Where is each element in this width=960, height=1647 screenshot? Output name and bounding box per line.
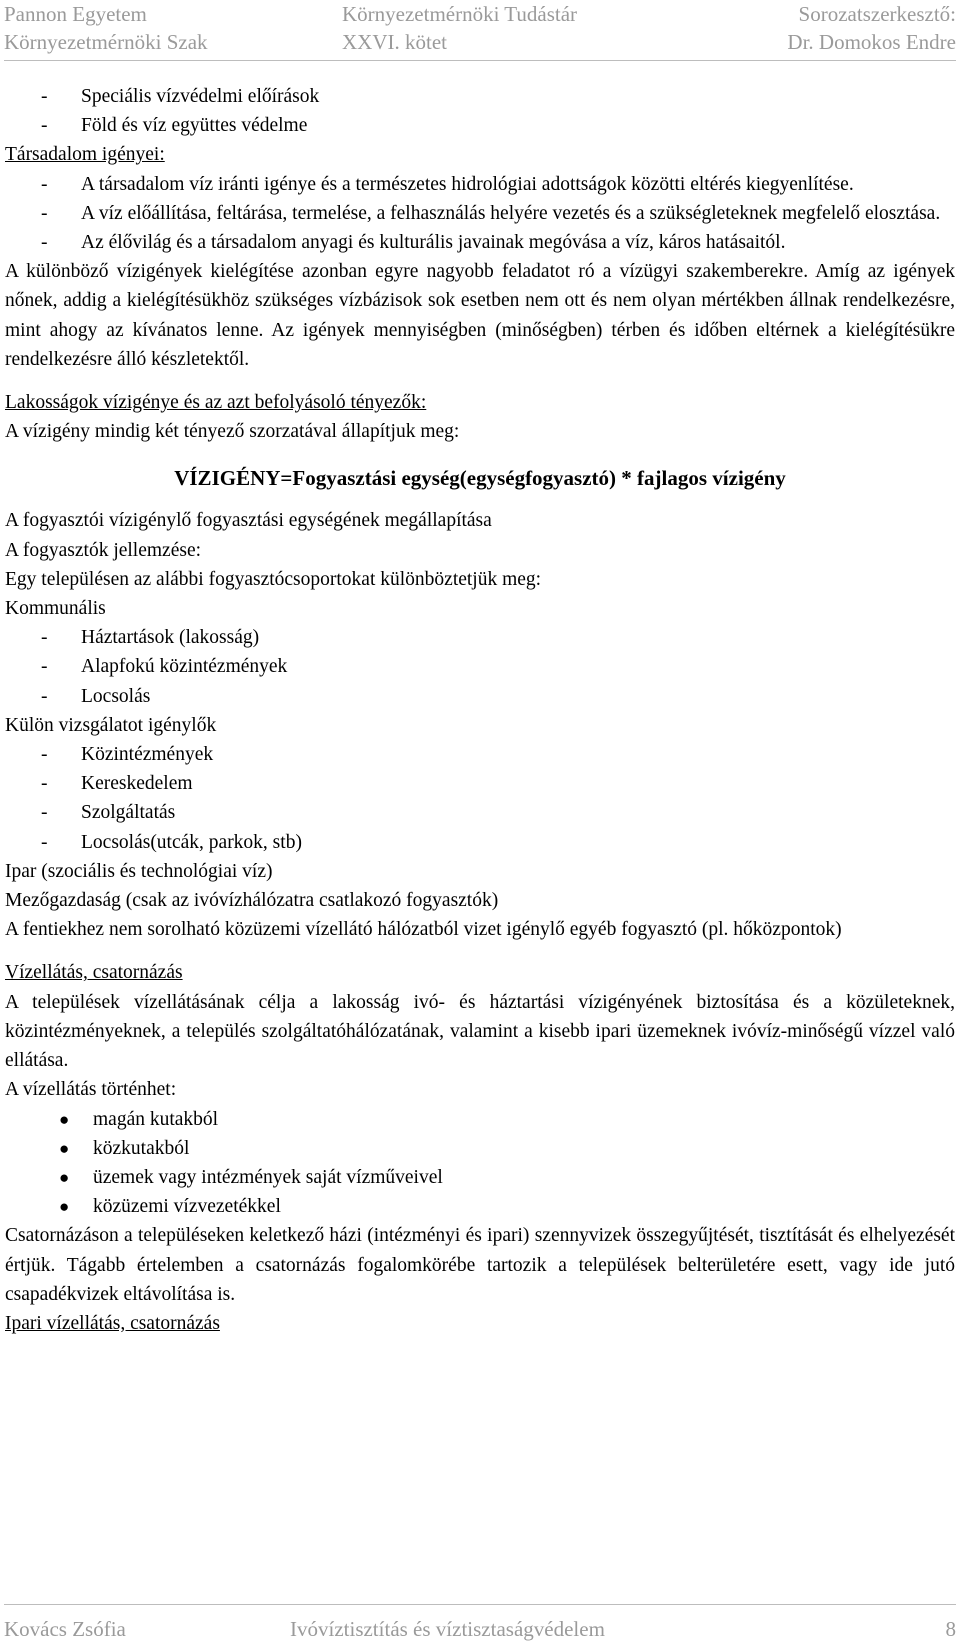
- section-heading-industrial: Ipari vízellátás, csatornázás: [5, 1312, 220, 1334]
- list-item: - Közintézmények: [41, 744, 214, 766]
- header-university: Pannon Egyetem: [4, 2, 147, 26]
- bullet-item: ● üzemek vagy intézmények saját vízműveivel: [59, 1166, 443, 1188]
- text-line: A fentiekhez nem sorolható közüzemi vízellátó hálózatból vizet igénylő egyéb fogyasztó (pl. hőközpontok): [5, 919, 842, 941]
- header-editor-name: Dr. Domokos Endre: [787, 30, 956, 54]
- page-body: [5, 82, 955, 1338]
- footer-title: Ivóvíztisztítás és víztisztaságvédelem: [290, 1617, 605, 1641]
- header-editor-label: Sorozatszerkesztő:: [798, 2, 956, 26]
- list-item: - A társadalom víz iránti igénye és a természetes hidrológiai adottságok közötti eltérés kiegyenlítése.: [41, 173, 854, 195]
- text-line: A fogyasztói vízigénylő fogyasztási egységének megállapítása: [5, 510, 492, 532]
- header-left: [4, 0, 208, 56]
- formula: VÍZIGÉNY=Fogyasztási egység(egységfogyasztó) * fajlagos vízigény: [174, 466, 786, 491]
- page-footer: [4, 1604, 956, 1647]
- text-line: A fogyasztók jellemzése:: [5, 539, 202, 561]
- header-right: [787, 0, 956, 56]
- group-heading-communal: Kommunális: [5, 598, 106, 620]
- bullet-item: ● közkutakból: [59, 1137, 190, 1159]
- header-volume: XXVI. kötet: [342, 30, 447, 54]
- list-item: - Alapfokú közintézmények: [41, 656, 288, 678]
- text-line: A vízellátás történhet:: [5, 1079, 177, 1101]
- section-heading-society: Társadalom igényei:: [5, 144, 165, 166]
- header-divider: [4, 60, 956, 61]
- list-item: - Locsolás(utcák, parkok, stb): [41, 831, 302, 853]
- list-item: - Kereskedelem: [41, 773, 193, 795]
- header-program: Környezetmérnöki Szak: [4, 30, 208, 54]
- paragraph: Csatornázáson a településeken keletkező házi (intézményi és ipari) szennyvizek összegyűjtését, tisztítását és elhelyezését értjük. Tágabb értelemben a csatornázás fogalomkörébe tartozik a települések belterületére esett, vagy ide jutó csapadékvizek eltávolítása is.: [5, 1225, 955, 1305]
- page-number: 8: [945, 1617, 956, 1641]
- paragraph: A vízigény mindig két tényező szorzatával állapítjuk meg:: [5, 421, 460, 443]
- text-line: Egy településen az alábbi fogyasztócsoportokat különböztetjük meg:: [5, 568, 542, 590]
- list-item: - Háztartások (lakosság): [41, 627, 260, 649]
- text-line: Ipar (szociális és technológiai víz): [5, 860, 273, 882]
- group-heading-separate: Külön vizsgálatot igénylők: [5, 714, 217, 736]
- page-header: [0, 0, 960, 60]
- section-heading-supply: Vízellátás, csatornázás: [5, 962, 183, 984]
- text-line: Mezőgazdaság (csak az ivóvízhálózatra csatlakozó fogyasztók): [5, 890, 499, 912]
- header-series: Környezetmérnöki Tudástár: [342, 2, 578, 26]
- list-item: - A víz előállítása, feltárása, termelése, a felhasználás helyére vezetés és a szükségleteknek megfelelő elosztása.: [41, 202, 941, 224]
- section-heading-demand: Lakosságok vízigénye és az azt befolyásoló tényezők:: [5, 392, 427, 414]
- list-item: - Speciális vízvédelmi előírások: [41, 86, 320, 107]
- list-item: - Locsolás: [41, 685, 151, 707]
- bullet-item: ● magán kutakból: [59, 1108, 219, 1130]
- bullet-item: ● közüzemi vízvezetékkel: [59, 1196, 281, 1218]
- list-item: - Szolgáltatás: [41, 802, 176, 824]
- footer-author: Kovács Zsófia: [4, 1617, 126, 1641]
- list-item: - Föld és víz együttes védelme: [41, 115, 308, 137]
- list-item: - Az élővilág és a társadalom anyagi és kulturális javainak megóvása a víz, káros hatásaitól.: [41, 232, 786, 254]
- header-center: [342, 0, 577, 56]
- paragraph: A különböző vízigények kielégítése azonban egyre nagyobb feladatot ró a vízügyi szakemberekre. Amíg az igények nőnek, addig a kielégítésükhöz szükséges vízbázisok sok esetben nem ott és nem olyan mértékben állnak rendelkezésre, mint ahogy az kívánatos lenne. Az igények mennyiségben (minőségben) térben és időben eltérnek a kielégítésükre rendelkezésre álló készletektől.: [5, 261, 955, 370]
- paragraph: A települések vízellátásának célja a lakosság ivó- és háztartási vízigényének biztosítása és a közületeknek, közintézményeknek, a település szolgáltatóhálózatának, valamint a kisebb ipari üzemeknek ivóvíz-minőségű vízzel való ellátása.: [5, 991, 955, 1072]
